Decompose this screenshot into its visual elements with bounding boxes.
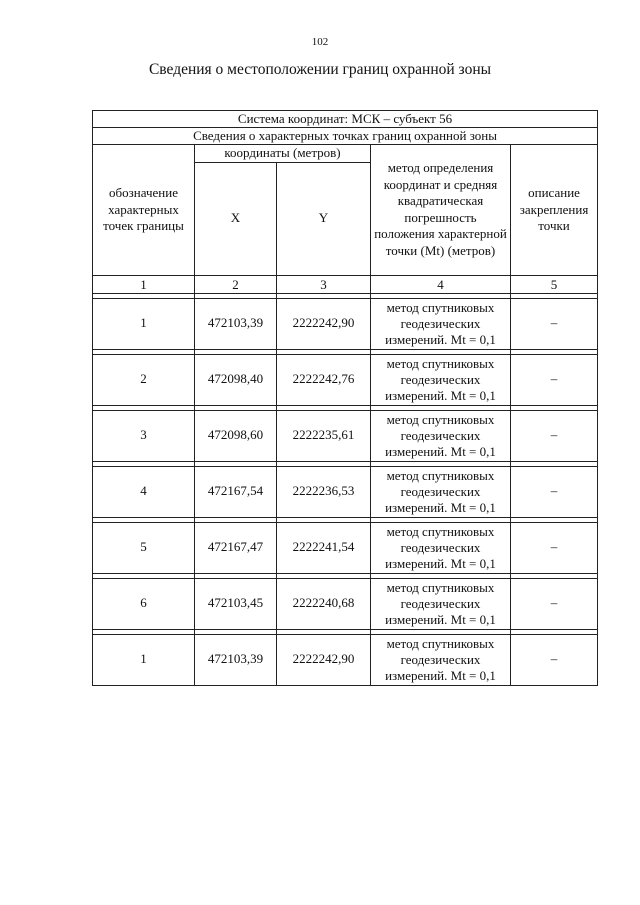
- method-cell: метод спутниковых геодезических измерений. Mt = 0,1: [371, 410, 511, 461]
- x-coordinate-cell: 472098,60: [195, 410, 277, 461]
- x-coordinate-cell: 472167,54: [195, 466, 277, 517]
- method-cell: метод спутниковых геодезических измерений. Mt = 0,1: [371, 578, 511, 629]
- coordinate-system-title: Система координат: МСК – субъект 56: [93, 111, 598, 128]
- header-x: X: [195, 162, 277, 275]
- y-coordinate-cell: 2222242,90: [277, 298, 371, 349]
- header-y: Y: [277, 162, 371, 275]
- y-coordinate-cell: 2222240,68: [277, 578, 371, 629]
- point-designation-cell: 6: [93, 578, 195, 629]
- description-cell: –: [511, 298, 598, 349]
- header-method: метод определения координат и средняя квадратическая погрешность положения характерной точки (Mt) (метров): [371, 145, 511, 276]
- x-coordinate-cell: 472103,45: [195, 578, 277, 629]
- description-cell: –: [511, 522, 598, 573]
- y-coordinate-cell: 2222235,61: [277, 410, 371, 461]
- y-coordinate-cell: 2222236,53: [277, 466, 371, 517]
- description-cell: –: [511, 578, 598, 629]
- method-cell: метод спутниковых геодезических измерений. Mt = 0,1: [371, 466, 511, 517]
- table-row: [93, 298, 598, 349]
- x-coordinate-cell: 472103,39: [195, 634, 277, 685]
- point-designation-cell: 4: [93, 466, 195, 517]
- table-row: [93, 410, 598, 461]
- x-coordinate-cell: 472103,39: [195, 298, 277, 349]
- point-designation-cell: 1: [93, 634, 195, 685]
- point-designation-cell: 1: [93, 298, 195, 349]
- method-cell: метод спутниковых геодезических измерений. Mt = 0,1: [371, 522, 511, 573]
- description-cell: –: [511, 466, 598, 517]
- column-number: 1: [93, 275, 195, 293]
- column-number: 4: [371, 275, 511, 293]
- table-row: [93, 354, 598, 405]
- boundary-points-table: [92, 110, 598, 686]
- header-description: описание закрепления точки: [511, 145, 598, 276]
- description-cell: –: [511, 410, 598, 461]
- y-coordinate-cell: 2222242,90: [277, 634, 371, 685]
- table-row: [93, 578, 598, 629]
- table-body: [93, 111, 598, 686]
- description-cell: –: [511, 354, 598, 405]
- point-designation-cell: 2: [93, 354, 195, 405]
- method-cell: метод спутниковых геодезических измерений. Mt = 0,1: [371, 354, 511, 405]
- table-subtitle: Сведения о характерных точках границ охранной зоны: [93, 128, 598, 145]
- method-cell: метод спутниковых геодезических измерений. Mt = 0,1: [371, 298, 511, 349]
- column-number: 3: [277, 275, 371, 293]
- page-number: 102: [311, 36, 329, 48]
- point-designation-cell: 3: [93, 410, 195, 461]
- header-coordinates: координаты (метров): [195, 145, 371, 163]
- description-cell: –: [511, 634, 598, 685]
- header-point-designation: обозначение характерных точек границы: [93, 145, 195, 276]
- y-coordinate-cell: 2222241,54: [277, 522, 371, 573]
- method-cell: метод спутниковых геодезических измерений. Mt = 0,1: [371, 634, 511, 685]
- page-heading: Сведения о местоположении границ охранной зоны: [148, 61, 492, 78]
- point-designation-cell: 5: [93, 522, 195, 573]
- table-row: [93, 522, 598, 573]
- y-coordinate-cell: 2222242,76: [277, 354, 371, 405]
- column-number: 5: [511, 275, 598, 293]
- x-coordinate-cell: 472167,47: [195, 522, 277, 573]
- table-row: [93, 634, 598, 685]
- column-number: 2: [195, 275, 277, 293]
- table-row: [93, 466, 598, 517]
- x-coordinate-cell: 472098,40: [195, 354, 277, 405]
